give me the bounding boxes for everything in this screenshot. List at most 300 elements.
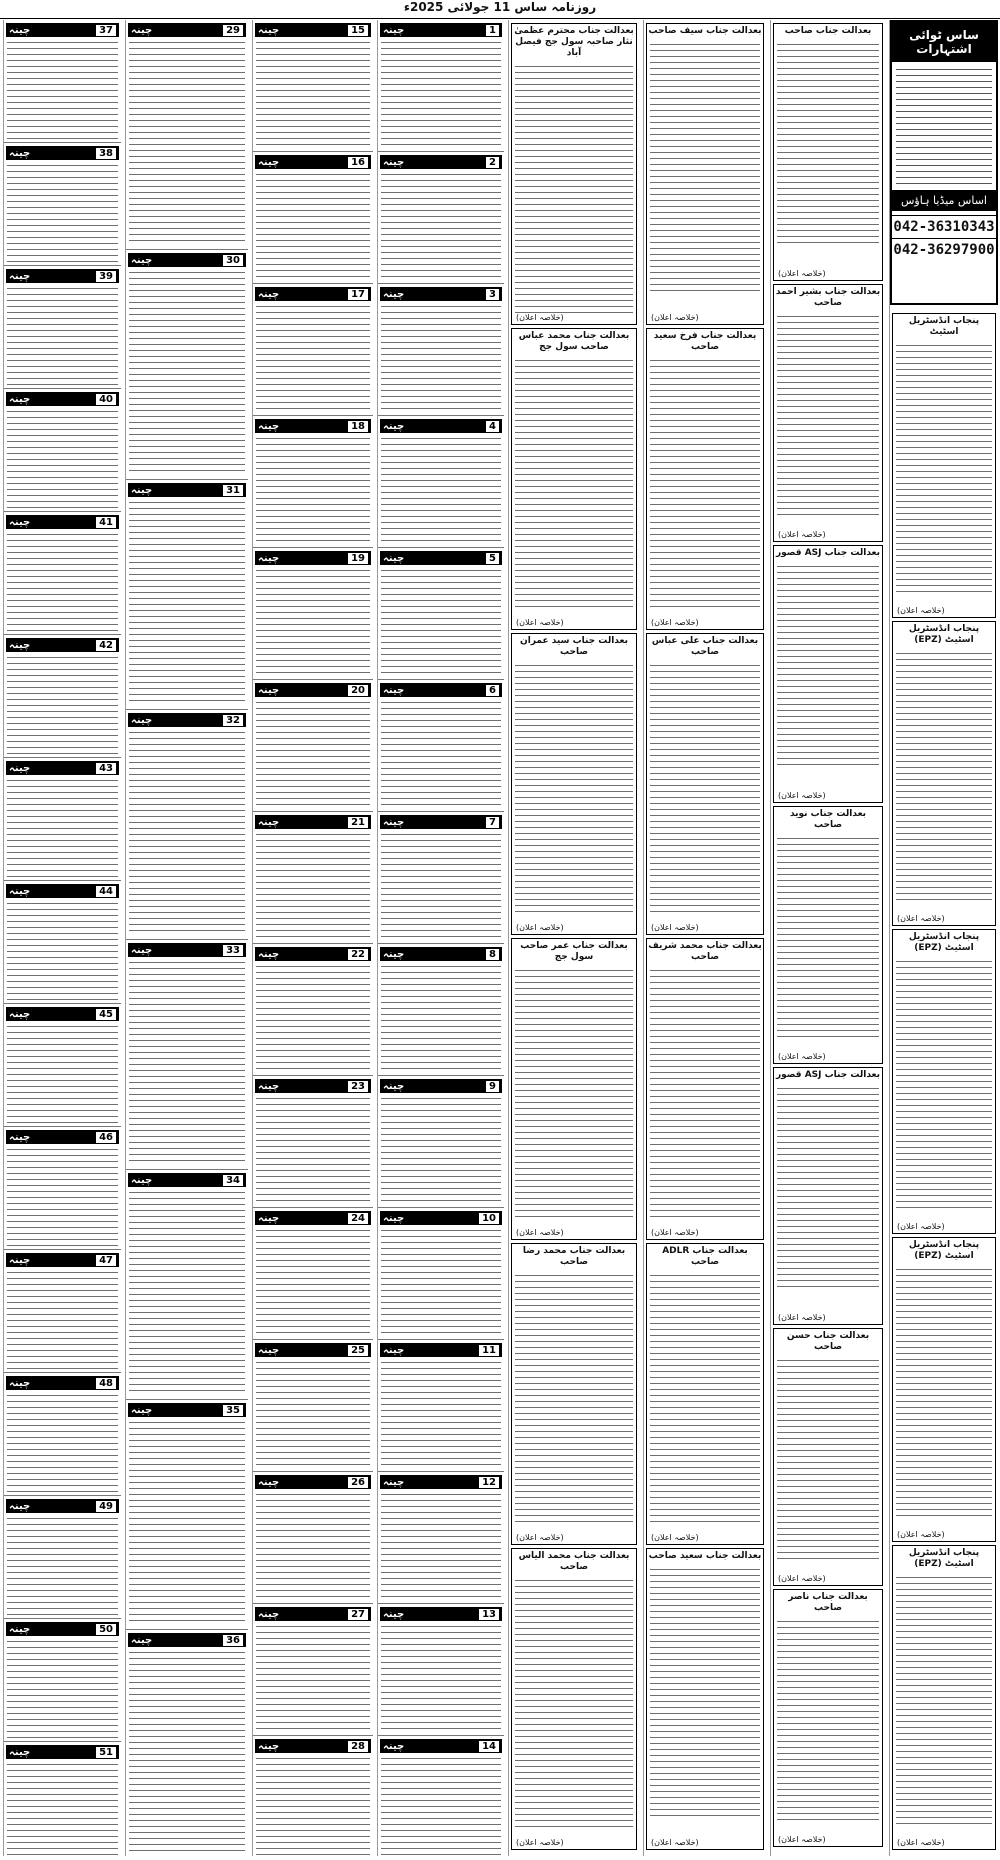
notice-number: 6 (486, 685, 499, 696)
notice-block (253, 1340, 373, 1472)
notice-heading: پنجاب انڈسٹریل اسٹیٹ (908, 316, 980, 337)
column-7 (770, 20, 885, 1856)
notice-word: چینہ (258, 1212, 280, 1224)
notice-word: چینہ (9, 1377, 31, 1389)
notice-marker (380, 1343, 502, 1357)
notice-heading: پنجاب انڈسٹریل اسٹیٹ (EPZ) (908, 1548, 980, 1569)
ad-phone-2: 042-36297900 (892, 238, 996, 261)
notice-block (4, 635, 121, 758)
notice-word: چینہ (383, 1740, 405, 1752)
notice-footer: (خلاصہ اعلان) (778, 791, 826, 800)
notice-marker (6, 1007, 119, 1021)
notice-marker (255, 1343, 371, 1357)
notice-text (256, 1095, 370, 1204)
notice-word: چینہ (131, 484, 153, 496)
notice-word: چینہ (9, 393, 31, 405)
notice-heading: بعدالت جناب ناصر صاحب (788, 1592, 868, 1613)
notice-number: 2 (486, 157, 499, 168)
notice-number: 33 (223, 945, 243, 956)
notice-footer: (خلاصہ اعلان) (778, 1313, 826, 1322)
notice-text (129, 1419, 245, 1626)
notice-word: چینہ (9, 1623, 31, 1635)
column-2 (125, 20, 248, 1856)
court-notice (511, 1243, 637, 1545)
notice-marker (128, 253, 246, 267)
notice-word: چینہ (383, 288, 405, 300)
notice-text (381, 567, 501, 676)
notice-heading: بعدالت جناب محمد عباس صاحب سول جج (518, 331, 630, 352)
notice-text (7, 654, 118, 754)
notice-number: 15 (348, 25, 368, 36)
notice-number: 30 (223, 255, 243, 266)
notice-text (7, 531, 118, 631)
notice-marker (6, 146, 119, 160)
notice-text (515, 357, 633, 607)
notice-block (378, 812, 504, 944)
notice-marker (255, 551, 371, 565)
notice-number: 3 (486, 289, 499, 300)
notice-marker (380, 551, 502, 565)
notice-heading: پنجاب انڈسٹریل اسٹیٹ (EPZ) (908, 1240, 980, 1261)
notice-marker (6, 884, 119, 898)
notice-text (256, 567, 370, 676)
notice-block (378, 1340, 504, 1472)
notice-footer: (خلاصہ اعلان) (651, 1228, 699, 1237)
notice-number: 35 (223, 1405, 243, 1416)
notice-marker (380, 23, 502, 37)
notice-marker (380, 419, 502, 433)
notice-block (4, 1742, 121, 1856)
notice-block (4, 512, 121, 635)
notice-number: 46 (96, 1132, 116, 1143)
court-notice (892, 621, 996, 926)
notice-block (253, 1604, 373, 1736)
notice-block (378, 680, 504, 812)
ad-title: ساس ٹوائی اشتہارات (892, 22, 996, 62)
notice-footer: (خلاصہ اعلان) (651, 313, 699, 322)
notice-text (381, 1227, 501, 1336)
notice-word: چینہ (383, 420, 405, 432)
notice-block (4, 389, 121, 512)
notice-number: 47 (96, 1255, 116, 1266)
notice-text (7, 285, 118, 385)
notice-heading: بعدالت جناب فرخ سعید صاحب (653, 331, 757, 352)
notice-word: چینہ (383, 1080, 405, 1092)
notice-marker (255, 1739, 371, 1753)
notice-text (650, 1566, 760, 1816)
notice-number: 17 (348, 289, 368, 300)
notice-block (4, 881, 121, 1004)
notice-block (378, 152, 504, 284)
notice-text (650, 357, 760, 607)
court-notice (646, 23, 764, 325)
notice-block (126, 20, 248, 250)
notice-word: چینہ (258, 1080, 280, 1092)
notice-number: 13 (479, 1609, 499, 1620)
notice-number: 32 (223, 715, 243, 726)
notice-number: 9 (486, 1081, 499, 1092)
notice-word: چینہ (9, 1008, 31, 1020)
notice-block (253, 548, 373, 680)
notice-number: 18 (348, 421, 368, 432)
notice-block (378, 20, 504, 152)
notice-number: 29 (223, 25, 243, 36)
notice-text (381, 1623, 501, 1732)
notice-number: 27 (348, 1609, 368, 1620)
notice-text (256, 1491, 370, 1600)
notice-marker (128, 23, 246, 37)
notice-word: چینہ (383, 1476, 405, 1488)
notice-text (381, 1359, 501, 1468)
column-3 (252, 20, 373, 1856)
notice-marker (128, 1403, 246, 1417)
court-notice (773, 806, 883, 1064)
notice-marker (6, 23, 119, 37)
notice-word: چینہ (131, 254, 153, 266)
notice-number: 41 (96, 517, 116, 528)
court-notice (892, 313, 996, 618)
notice-block (253, 1208, 373, 1340)
notice-marker (6, 1376, 119, 1390)
notice-word: چینہ (258, 288, 280, 300)
notice-block (126, 250, 248, 480)
masthead: روزنامہ ساس 11 جولائی 2025ء (0, 0, 1000, 19)
notice-marker (255, 815, 371, 829)
notice-word: چینہ (131, 24, 153, 36)
notice-block (253, 1472, 373, 1604)
notice-block (126, 940, 248, 1170)
notice-number: 23 (348, 1081, 368, 1092)
notice-word: چینہ (131, 944, 153, 956)
notice-marker (6, 761, 119, 775)
notice-block (4, 266, 121, 389)
notice-number: 22 (348, 949, 368, 960)
notice-number: 8 (486, 949, 499, 960)
court-notice (646, 938, 764, 1240)
notice-word: چینہ (383, 552, 405, 564)
ad-phone-1: 042-36310343 (892, 215, 996, 238)
notice-footer: (خلاصہ اعلان) (651, 923, 699, 932)
notice-marker (380, 1079, 502, 1093)
notice-marker (255, 155, 371, 169)
notice-number: 39 (96, 271, 116, 282)
notice-text (256, 1359, 370, 1468)
notice-text (256, 435, 370, 544)
notice-marker (380, 947, 502, 961)
notice-word: چینہ (258, 24, 280, 36)
notice-word: چینہ (131, 1404, 153, 1416)
column-4 (377, 20, 504, 1856)
notice-number: 21 (348, 817, 368, 828)
notice-footer: (خلاصہ اعلان) (778, 530, 826, 539)
notice-text (381, 303, 501, 412)
notice-footer: (خلاصہ اعلان) (897, 914, 945, 923)
notice-heading: بعدالت جناب محمد الیاس صاحب (518, 1551, 630, 1572)
notice-block (4, 1619, 121, 1742)
notice-text (7, 1269, 118, 1369)
notice-number: 1 (486, 25, 499, 36)
court-notice (646, 1243, 764, 1545)
notice-heading: بعدالت جناب عمر صاحب سول جج (520, 941, 628, 962)
notice-number: 24 (348, 1213, 368, 1224)
notice-text (777, 41, 879, 247)
notice-block (253, 944, 373, 1076)
notice-number: 26 (348, 1477, 368, 1488)
notice-block (126, 1170, 248, 1400)
notice-block (378, 284, 504, 416)
classified-ad (890, 20, 998, 305)
notice-heading: بعدالت جناب ASJ قصور (775, 548, 880, 558)
notice-text (7, 777, 118, 877)
notice-number: 11 (479, 1345, 499, 1356)
notice-heading: بعدالت جناب سید عمران صاحب (520, 636, 628, 657)
notice-marker (380, 1211, 502, 1225)
notice-footer: (خلاصہ اعلان) (516, 1533, 564, 1542)
notice-block (253, 152, 373, 284)
notice-footer: (خلاصہ اعلان) (897, 1838, 945, 1847)
notice-marker (255, 287, 371, 301)
notice-text (777, 1085, 879, 1291)
court-notice (646, 633, 764, 935)
notice-text (256, 1623, 370, 1732)
notice-text (129, 1649, 245, 1856)
notice-marker (255, 947, 371, 961)
notice-footer: (خلاصہ اعلان) (897, 1222, 945, 1231)
notice-text (381, 1491, 501, 1600)
notice-block (4, 1127, 121, 1250)
notice-block (4, 143, 121, 266)
notice-number: 48 (96, 1378, 116, 1389)
notice-word: چینہ (9, 147, 31, 159)
notice-marker (6, 638, 119, 652)
notice-block (378, 1208, 504, 1340)
notice-number: 37 (96, 25, 116, 36)
notice-word: چینہ (258, 948, 280, 960)
notice-marker (255, 1607, 371, 1621)
notice-marker (128, 483, 246, 497)
notice-number: 44 (96, 886, 116, 897)
notice-marker (128, 1633, 246, 1647)
notice-word: چینہ (9, 1500, 31, 1512)
notice-word: چینہ (131, 1174, 153, 1186)
notice-heading: پنجاب انڈسٹریل اسٹیٹ (EPZ) (908, 932, 980, 953)
notice-text (7, 1023, 118, 1123)
notice-footer: (خلاصہ اعلان) (516, 923, 564, 932)
notice-marker (255, 1079, 371, 1093)
notice-block (126, 1630, 248, 1856)
court-notice (646, 1548, 764, 1850)
notice-heading: بعدالت جناب ASJ قصور (775, 1070, 880, 1080)
notice-block (253, 1736, 373, 1856)
notice-marker (380, 683, 502, 697)
notice-marker (380, 1607, 502, 1621)
notice-number: 16 (348, 157, 368, 168)
court-notice (773, 1328, 883, 1586)
notice-word: چینہ (9, 1254, 31, 1266)
notice-word: چینہ (258, 156, 280, 168)
notice-word: چینہ (258, 420, 280, 432)
notice-text (381, 39, 501, 148)
column-6 (643, 20, 766, 1856)
notice-marker (380, 287, 502, 301)
column-8 (889, 20, 998, 1856)
court-notice (773, 1589, 883, 1847)
notice-marker (255, 683, 371, 697)
notice-marker (6, 1499, 119, 1513)
notice-text (7, 1392, 118, 1492)
notice-marker (255, 1475, 371, 1489)
notice-block (126, 710, 248, 940)
notice-text (256, 699, 370, 808)
notice-word: چینہ (383, 156, 405, 168)
notice-block (4, 1373, 121, 1496)
notice-block (378, 416, 504, 548)
notice-block (4, 1004, 121, 1127)
notice-footer: (خلاصہ اعلان) (516, 1838, 564, 1847)
notice-word: چینہ (131, 714, 153, 726)
notice-text (777, 563, 879, 769)
notice-marker (6, 1253, 119, 1267)
notice-marker (128, 713, 246, 727)
notice-marker (255, 419, 371, 433)
notice-number: 42 (96, 640, 116, 651)
notice-footer: (خلاصہ اعلان) (516, 618, 564, 627)
notice-heading: بعدالت جناب ADLR صاحب (662, 1246, 748, 1267)
notice-number: 45 (96, 1009, 116, 1020)
notice-footer: (خلاصہ اعلان) (516, 1228, 564, 1237)
notice-number: 10 (479, 1213, 499, 1224)
notice-text (7, 900, 118, 1000)
notice-text (381, 831, 501, 940)
notice-text (896, 342, 992, 595)
notice-text (896, 1574, 992, 1827)
notice-text (7, 1761, 118, 1856)
notice-marker (380, 815, 502, 829)
notice-text (777, 1618, 879, 1824)
notice-marker (6, 269, 119, 283)
court-notice (511, 328, 637, 630)
notice-number: 31 (223, 485, 243, 496)
notice-block (4, 1496, 121, 1619)
notice-footer: (خلاصہ اعلان) (778, 1052, 826, 1061)
notice-text (381, 171, 501, 280)
notice-text (381, 435, 501, 544)
notice-marker (6, 1622, 119, 1636)
notice-number: 20 (348, 685, 368, 696)
notice-block (378, 1604, 504, 1736)
notice-block (378, 548, 504, 680)
notice-text (7, 1146, 118, 1246)
notice-heading: بعدالت جناب محترم عظمیٰ نثار صاحبہ سول جج فیصل آباد (514, 26, 634, 58)
notice-number: 38 (96, 148, 116, 159)
notice-number: 49 (96, 1501, 116, 1512)
notice-text (381, 699, 501, 808)
notice-word: چینہ (9, 762, 31, 774)
notice-word: چینہ (9, 639, 31, 651)
notice-heading: بعدالت جناب محمد شریف صاحب (648, 941, 762, 962)
court-notice (773, 284, 883, 542)
notice-text (650, 41, 760, 291)
notice-text (256, 303, 370, 412)
notice-text (256, 963, 370, 1072)
notice-text (515, 63, 633, 313)
notice-word: چینہ (383, 1212, 405, 1224)
notice-word: چینہ (383, 1608, 405, 1620)
notice-text (129, 499, 245, 706)
newspaper-page (3, 20, 997, 1856)
column-5 (508, 20, 639, 1856)
notice-marker (380, 1739, 502, 1753)
notice-number: 5 (486, 553, 499, 564)
notice-footer: (خلاصہ اعلان) (778, 269, 826, 278)
notice-text (129, 959, 245, 1166)
notice-block (253, 284, 373, 416)
court-notice (511, 23, 637, 325)
court-notice (511, 938, 637, 1240)
notice-text (515, 967, 633, 1217)
notice-heading: بعدالت جناب صاحب (784, 26, 872, 36)
court-notice (646, 328, 764, 630)
notice-block (378, 1472, 504, 1604)
notice-word: چینہ (258, 684, 280, 696)
notice-word: چینہ (9, 516, 31, 528)
notice-word: چینہ (383, 684, 405, 696)
court-notice (892, 1545, 996, 1850)
notice-number: 7 (486, 817, 499, 828)
notice-heading: بعدالت جناب بشیر احمد صاحب (775, 287, 881, 308)
notice-text (381, 1755, 501, 1856)
notice-footer: (خلاصہ اعلان) (651, 1533, 699, 1542)
notice-block (253, 812, 373, 944)
court-notice (892, 1237, 996, 1542)
notice-text (7, 408, 118, 508)
notice-word: چینہ (258, 552, 280, 564)
notice-footer: (خلاصہ اعلان) (778, 1574, 826, 1583)
notice-text (129, 39, 245, 246)
notice-word: چینہ (383, 1344, 405, 1356)
notice-marker (6, 515, 119, 529)
column-1 (3, 20, 121, 1856)
court-notice (511, 1548, 637, 1850)
notice-block (378, 1736, 504, 1856)
notice-marker (255, 23, 371, 37)
notice-word: چینہ (258, 1608, 280, 1620)
notice-text (650, 1272, 760, 1522)
notice-marker (128, 943, 246, 957)
notice-footer: (خلاصہ اعلان) (778, 1835, 826, 1844)
notice-footer: (خلاصہ اعلان) (516, 313, 564, 322)
notice-marker (6, 1130, 119, 1144)
notice-marker (6, 1745, 119, 1759)
notice-text (7, 1638, 118, 1738)
notice-heading: بعدالت جناب نوید صاحب (789, 809, 867, 830)
notice-word: چینہ (258, 1740, 280, 1752)
ad-body (896, 66, 992, 186)
notice-block (378, 944, 504, 1076)
notice-word: چینہ (9, 1746, 31, 1758)
notice-number: 51 (96, 1747, 116, 1758)
notice-block (253, 680, 373, 812)
notice-block (126, 1400, 248, 1630)
notice-text (777, 835, 879, 1041)
notice-text (650, 967, 760, 1217)
notice-marker (6, 392, 119, 406)
notice-text (129, 729, 245, 936)
court-notice (511, 633, 637, 935)
notice-number: 12 (479, 1477, 499, 1488)
notice-text (256, 39, 370, 148)
notice-word: چینہ (9, 24, 31, 36)
